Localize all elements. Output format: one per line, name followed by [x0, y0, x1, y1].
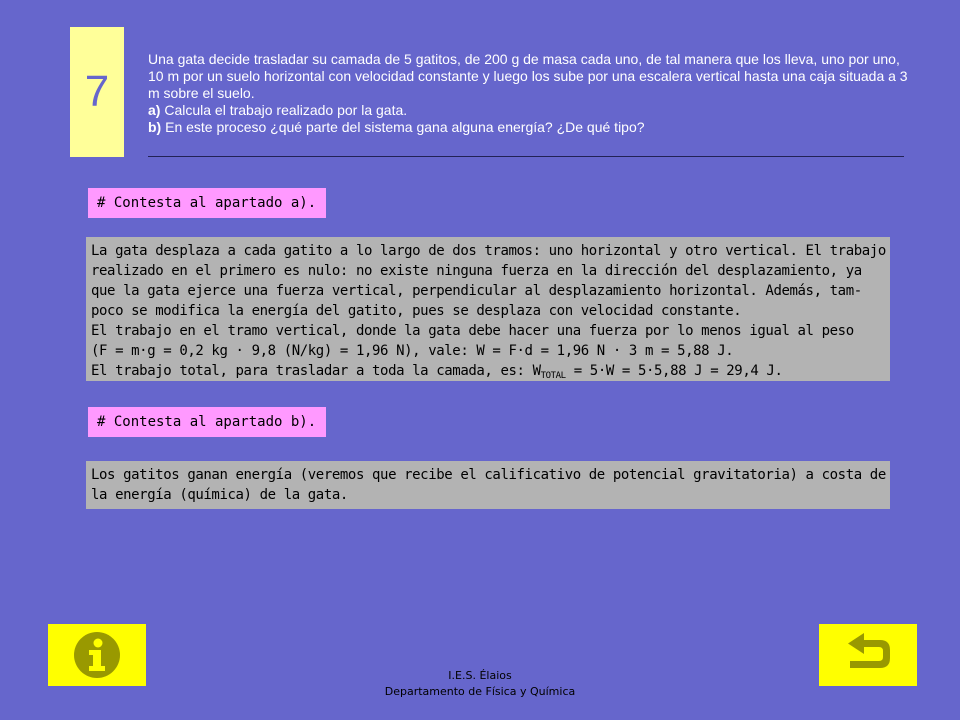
- slide-number-box: [70, 27, 124, 157]
- info-icon: [72, 630, 122, 680]
- total-suffix: = 5·W = 5·5,88 J = 29,4 J.: [565, 363, 783, 379]
- answer-a-line: (F = m·g = 0,2 kg · 9,8 (N/kg) = 1,96 N), vale: W = F·d = 1,96 N · 3 m = 5,88 J.: [91, 343, 734, 359]
- question-divider: [148, 156, 904, 157]
- answer-a-line: que la gata ejerce una fuerza vertical, perpendicular al desplazamiento horizontal. Además, tam-: [91, 283, 862, 299]
- part-a-text: Calcula el trabajo realizado por la gata.: [164, 102, 408, 118]
- answer-b-line: la energía (química) de la gata.: [91, 487, 348, 503]
- total-prefix: El trabajo total, para trasladar a toda la camada, es: W: [91, 363, 541, 379]
- question-text: [148, 51, 908, 136]
- part-a-label: a): [148, 102, 161, 118]
- total-subscript: TOTAL: [540, 371, 566, 381]
- answer-a-total-line: [91, 361, 885, 381]
- answer-part-b: [86, 461, 890, 509]
- prompt-part-a: # Contesta al apartado a).: [88, 188, 326, 218]
- answer-a-line: La gata desplaza a cada gatito a lo largo de dos tramos: uno horizontal y otro vertical. El trabajo: [91, 243, 886, 259]
- answer-b-line: Los gatitos ganan energía (veremos que recibe el calificativo de potencial gravitatoria) a costa de: [91, 467, 886, 483]
- footer-department: Departamento de Física y Química: [384, 685, 576, 698]
- return-arrow-icon: [840, 632, 896, 678]
- answer-a-line: poco se modifica la energía del gatito, pues se desplaza con velocidad constante.: [91, 303, 742, 319]
- answer-part-a: [86, 237, 890, 381]
- footer-school: I.E.S. Élaios: [448, 669, 512, 682]
- return-button[interactable]: [819, 624, 917, 686]
- part-b-label: b): [148, 119, 162, 135]
- slide-number: 7: [84, 67, 110, 116]
- question-statement: Una gata decide trasladar su camada de 5 gatitos, de 200 g de masa cada uno, de tal manera que los lleva, uno por uno, 10 m por un suelo horizontal con velocidad constante y luego los sube por una escalera vertical hasta una caja situada a 3 m sobre el suelo.: [148, 51, 908, 101]
- prompt-part-b: # Contesta al apartado b).: [88, 407, 326, 437]
- info-button[interactable]: [48, 624, 146, 686]
- answer-a-line: realizado en el primero es nulo: no existe ninguna fuerza en la dirección del desplazamiento, ya: [91, 263, 862, 279]
- part-b-text: En este proceso ¿qué parte del sistema gana alguna energía? ¿De qué tipo?: [165, 119, 645, 135]
- answer-a-line: El trabajo en el tramo vertical, donde la gata debe hacer una fuerza por lo menos igual al peso: [91, 323, 854, 339]
